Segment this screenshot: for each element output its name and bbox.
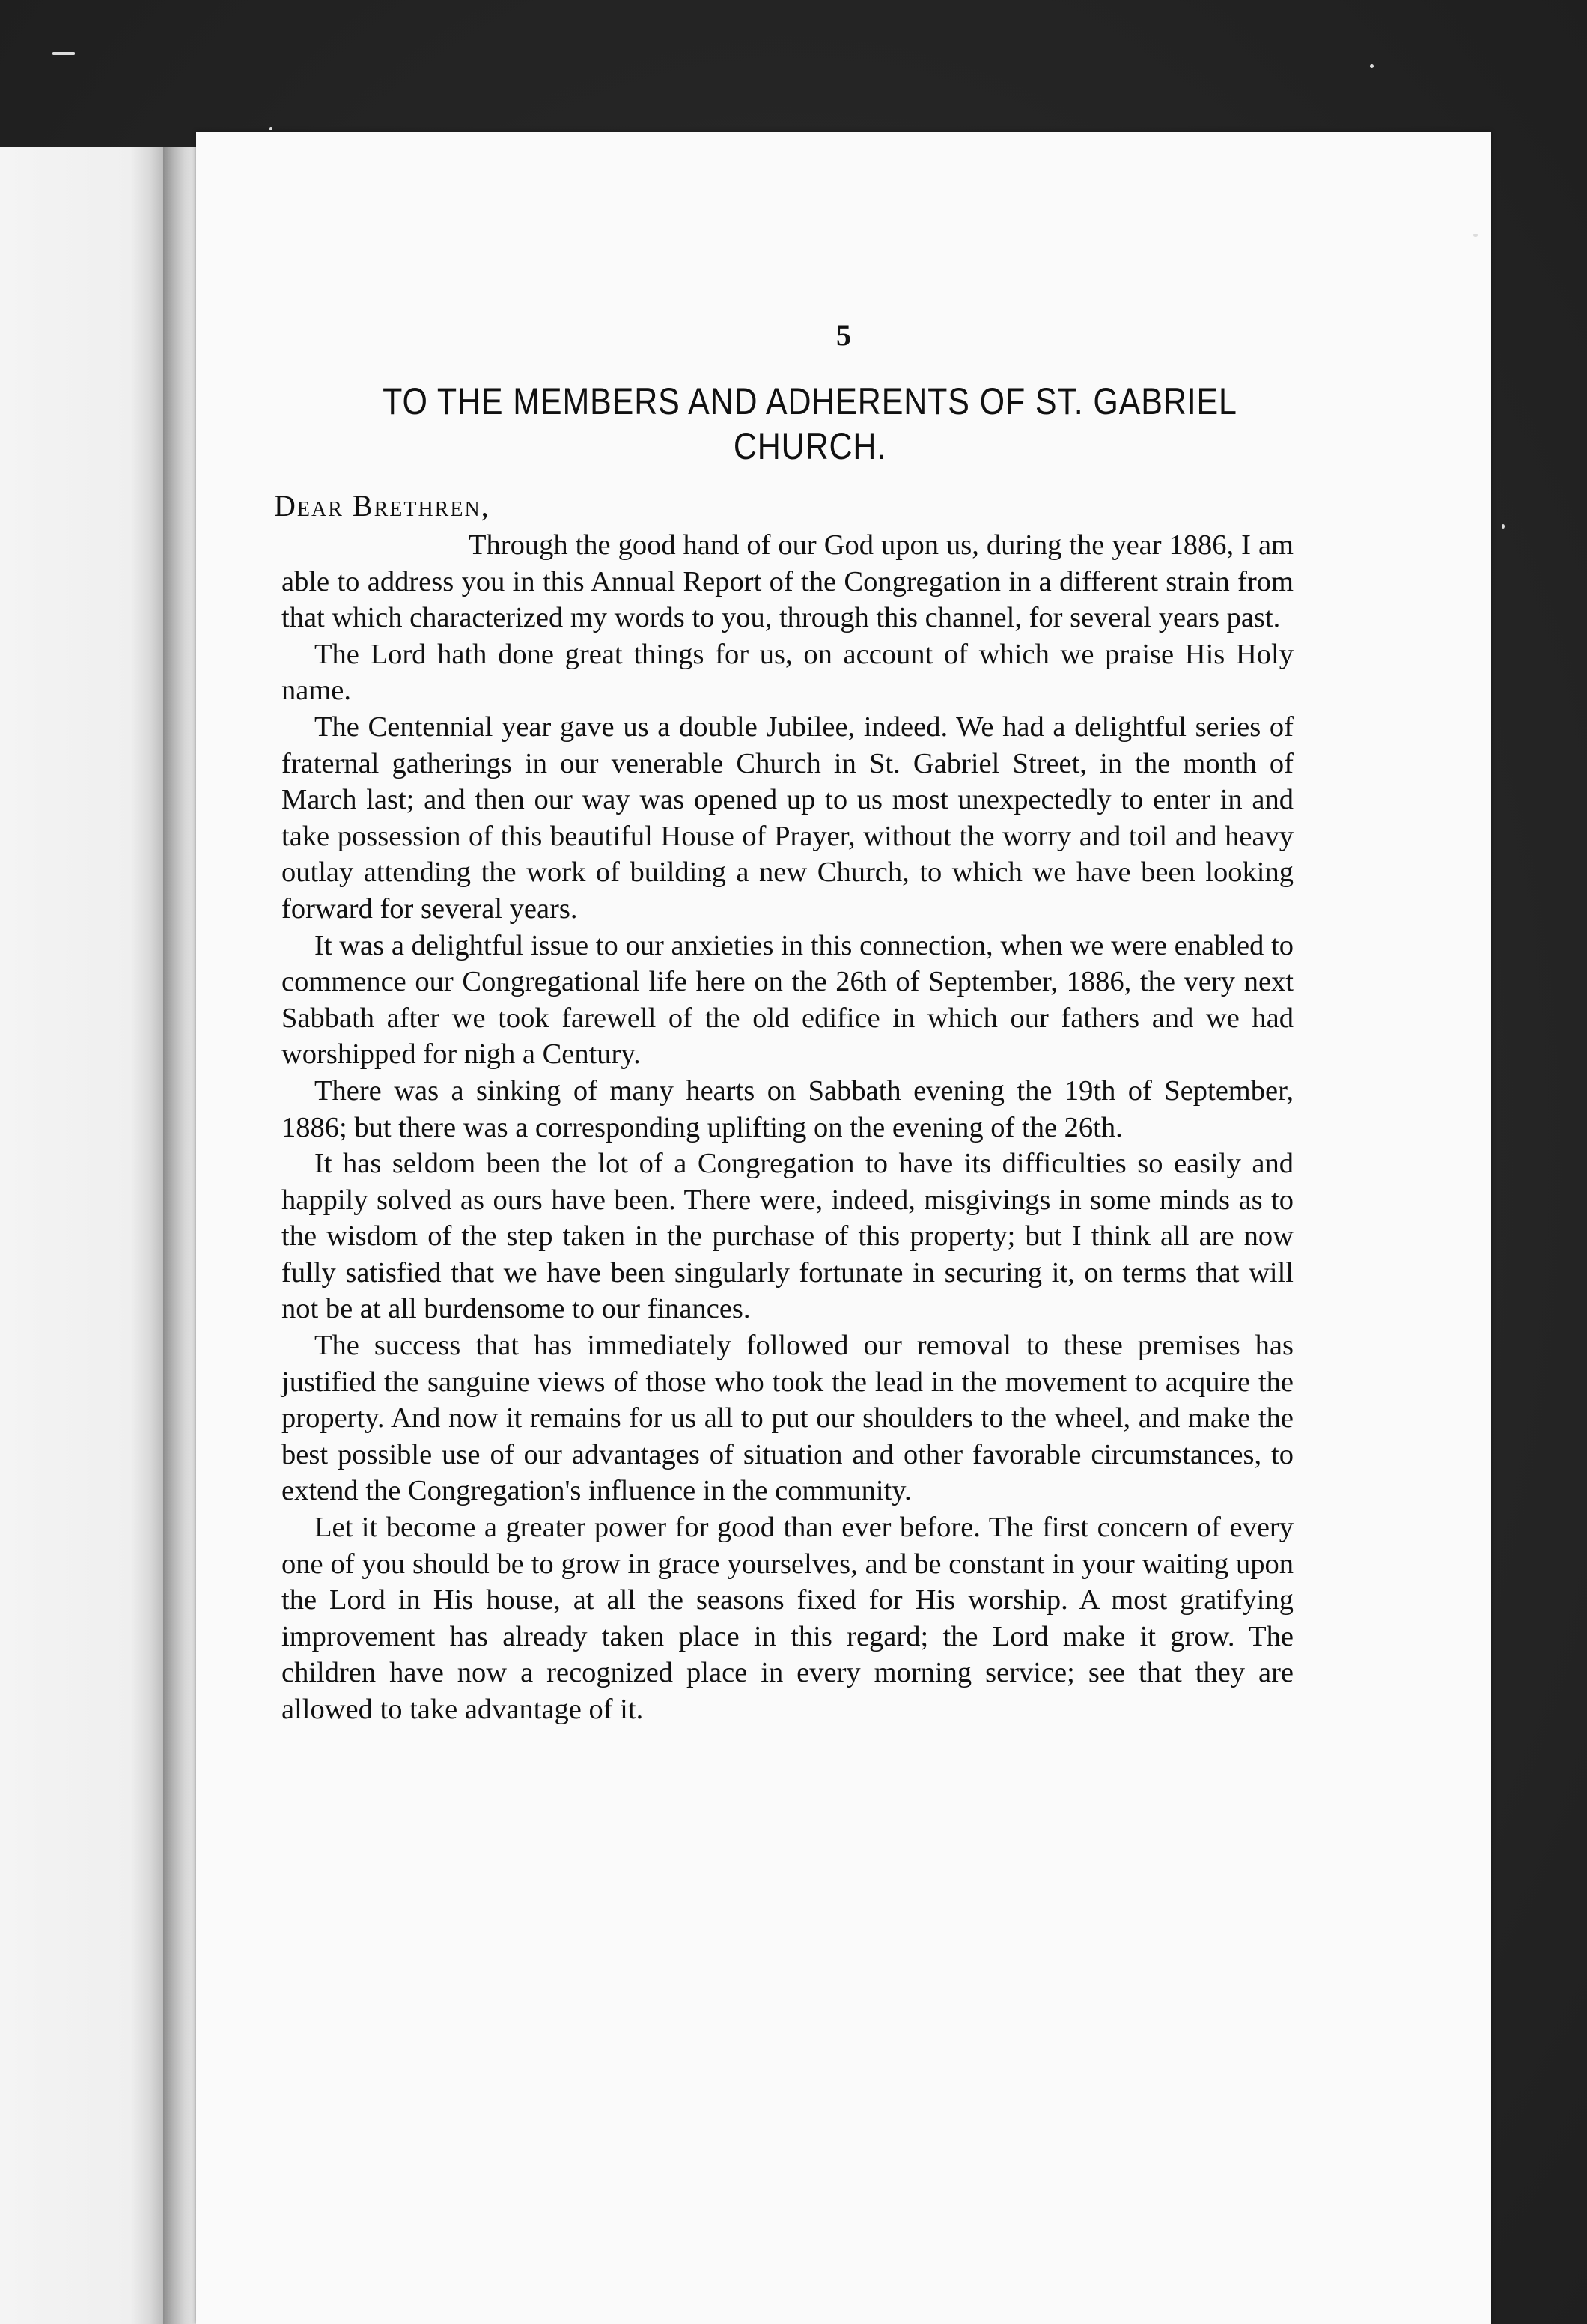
paragraph: It was a delightful issue to our anxieties in this connection, when we were enabled to commence our Congregational life here on the 26th of September, 1886, the very next Sabbath after we took farewell of the old edifice in which our fathers and we had worshipped for nigh a Century. xyxy=(281,929,1294,1071)
document-page xyxy=(196,132,1491,2324)
title-line-2: CHURCH. xyxy=(733,425,887,467)
salutation: Dear Brethren, xyxy=(274,489,490,523)
letter-body xyxy=(281,527,1294,1728)
paragraph: Let it become a greater power for good than ever before. The first concern of every one of you should be to grow in grace yourselves, and be constant in your waiting upon the Lord in His house, at all the seasons fixed for His worship. A most gratifying improvement has already taken place in this regard; the Lord make it grow. The children have now a recognized place in every morning service; see that they are allowed to take advantage of it. xyxy=(281,1512,1294,1725)
page-number: 5 xyxy=(836,318,851,352)
paragraph: The Lord hath done great things for us, on account of which we praise His Holy name. xyxy=(281,638,1294,707)
paragraph: It has seldom been the lot of a Congregation to have its difficulties so easily and happily solved as ours have been. There were, indeed, misgivings in some minds as to the wisdom of the step taken in the purchase of this property; but I think all are now fully satisfied that we have been singularly fortunate in securing it, on terms that will not be at all burdensome to our finances. xyxy=(281,1148,1294,1325)
paragraph: The success that has immediately followed our removal to these premises has justified the sanguine views of those who took the lead in the movement to acquire the property. And now it remains for us all to put our shoulders to the wheel, and make the best possible use of our advantages of situation and other favorable circumstances, to extend the Congregation's influence in the community. xyxy=(281,1330,1294,1507)
title-line-1: TO THE MEMBERS AND ADHERENTS OF ST. GABRIEL xyxy=(383,380,1237,422)
facing-page-edge xyxy=(0,147,163,2324)
book-gutter xyxy=(163,147,199,2324)
paragraph: There was a sinking of many hearts on Sabbath evening the 19th of September, 1886; but there was a corresponding uplifting on the evening of the 26th. xyxy=(281,1074,1294,1143)
paragraph: The Centennial year gave us a double Jubilee, indeed. We had a delightful series of fraternal gatherings in our venerable Church in St. Gabriel Street, in the month of March last; and then our way was opened up to us most unexpectedly to enter in and take possession of this beautiful House of Prayer, without the worry and toil and heavy outlay attending the work of building a new Church, to which we have been looking forward for several years. xyxy=(281,711,1294,925)
paragraph: Through the good hand of our God upon us, during the year 1886, I am able to address you in this Annual Report of the Congregation in a different strain from that which characterized my words to you, through this channel, for several years past. xyxy=(281,529,1294,634)
page-title xyxy=(347,379,1273,469)
